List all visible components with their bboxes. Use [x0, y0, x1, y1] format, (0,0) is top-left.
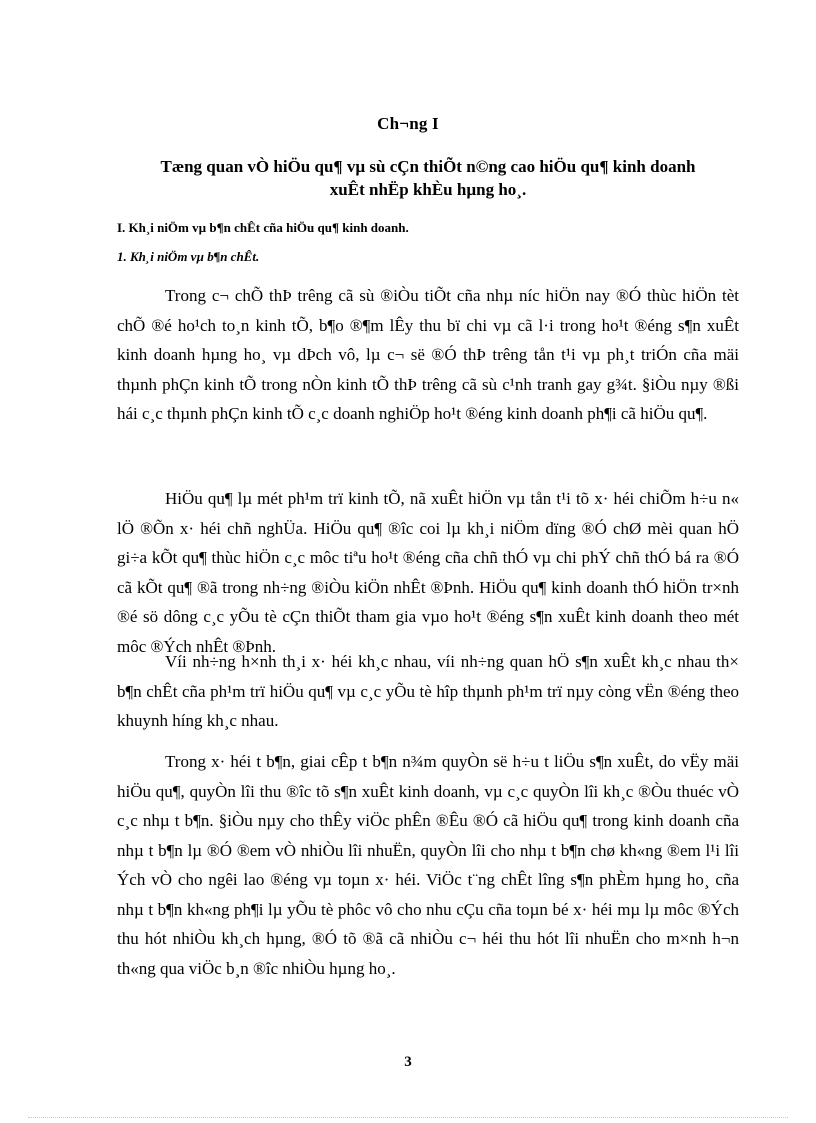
body-paragraph-2: HiÖu qu¶ lµ mét ph¹m trï kinh tÕ, nã xuÊt hiÖn vµ tån t¹i tõ x· héi chiÕm h÷u n« lÖ ®Õn x· héi chñ nghÜa. HiÖu qu¶ ®îc coi lµ kh¸i niÖm dïng ®Ó chØ mèi quan hÖ gi÷a kÕt qu¶ thùc hiÖn c¸c môc tiªu ho¹t ®éng cña chñ thÓ vµ chi phÝ chñ thÓ bá ra ®Ó cã kÕt qu¶ ®ã trong nh÷ng ®iÒu kiÖn nhÊt ®Þnh. HiÖu qu¶ kinh doanh thÓ hiÖn tr×nh ®é sö dông c¸c yÕu tè cÇn thiÕt tham gia vµo ho¹t ®éng s¶n xuÊt kinh doanh theo mét môc ®Ých nhÊt ®Þnh. — [117, 489, 739, 656]
page-number: 3 — [404, 1054, 412, 1070]
subsection-heading: 1. Kh¸i niÖm vµ b¶n chÊt. — [117, 249, 260, 264]
chapter-subtitle — [110, 155, 746, 201]
chapter-subtitle-line-2: xuÊt nhËp khÈu hµng ho¸. — [329, 180, 527, 199]
section-heading: I. Kh¸i niÖm vµ b¶n chÊt cña hiÖu qu¶ kinh doanh. — [117, 220, 409, 235]
chapter-subtitle-line-1: Tæng quan vÒ hiÖu qu¶ vµ sù cÇn thiÕt n©ng cao hiÖu qu¶ kinh doanh — [160, 157, 696, 176]
body-paragraph-4: Trong x· héi t b¶n, giai cÊp t b¶n n¾m quyÒn së h÷u t liÖu s¶n xuÊt, do vËy mäi hiÖu qu¶, quyÒn lîi thu ®îc tõ s¶n xuÊt kinh doanh, vµ c¸c quyÒn lîi kh¸c ®Òu thuéc vÒ c¸c nhµ t b¶n. §iÒu nµy cho thÊy viÖc phÊn ®Êu ®Ó cã hiÖu qu¶ trong kinh doanh cña nhµ t b¶n lµ ®Ó ®em vÒ nhiÒu lîi nhuËn, quyÒn lîi cho nhµ t b¶n chø kh«ng ®em l¹i lîi Ých vÒ cho ngêi lao ®éng vµ toµn x· héi. ViÖc t¨ng chÊt lîng s¶n phÈm hµng ho¸ cña nhµ t b¶n kh«ng ph¶i lµ yÕu tè phôc vô cho nhu cÇu cña toµn bé x· héi mµ lµ môc ®Ých thu hót nhiÒu kh¸ch hµng, ®Ó tõ ®ã cã nhiÒu c¬ héi thu hót lîi nhuËn cho m×nh h¬n th«ng qua viÖc b¸n ®îc nhiÒu hµng ho¸. — [117, 752, 739, 978]
footer-divider — [28, 1117, 788, 1118]
body-paragraph-1: Trong c¬ chÕ thÞ trêng cã sù ®iÒu tiÕt cña nhµ níc hiÖn nay ®Ó thùc hiÖn tèt chÕ ®é ho¹ch to¸n kinh tÕ, b¶o ®¶m lÊy thu bï chi vµ cã l·i trong ho¹t ®éng s¶n xuÊt kinh doanh hµng ho¸ vµ dÞch vô, lµ c¬ së ®Ó thÞ trêng tån t¹i vµ ph¸t triÓn cña mäi thµnh phÇn kinh tÕ trong nÒn kinh tÕ thÞ trêng cã sù c¹nh tranh gay g¾t. §iÒu nµy ®ßi hái c¸c thµnh phÇn kinh tÕ c¸c doanh nghiÖp ho¹t ®éng kinh doanh ph¶i cã hiÖu qu¶. — [117, 286, 739, 423]
chapter-title: Ch¬ng I — [377, 114, 439, 133]
body-paragraph-3: Víi nh÷ng h×nh th¸i x· héi kh¸c nhau, víi nh÷ng quan hÖ s¶n xuÊt kh¸c nhau th× b¶n chÊt cña ph¹m trï hiÖu qu¶ vµ c¸c yÕu tè hîp thµnh ph¹m trï nµy còng vËn ®éng theo khuynh híng kh¸c nhau. — [117, 652, 739, 730]
